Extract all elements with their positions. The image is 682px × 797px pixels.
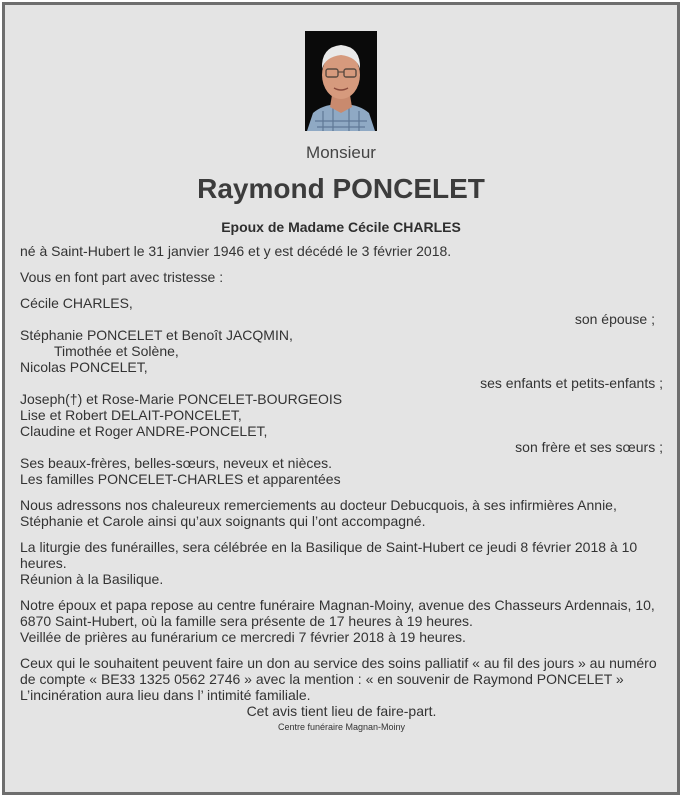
closing-text: Cet avis tient lieu de faire-part.	[246, 703, 437, 719]
donation-text: Ceux qui le souhaitent peuvent faire un don au service des soins palliatif « au fil des jours » au numéro de compte « BE33 1325 0562 2746 » avec la mention : « en souvenir de Raymond PONCELET »	[20, 655, 657, 687]
rest-text: Notre époux et papa repose au centre funéraire Magnan-Moiny, avenue des Chasseurs Ardennais, 10, 6870 Saint-Hubert, où la famille sera présente de 17 heures à 19 heures.	[20, 597, 655, 629]
family-spouse-name: Cécile CHARLES,	[20, 295, 133, 311]
portrait-photo	[305, 31, 377, 131]
intro-text: Vous en font part avec tristesse :	[20, 269, 224, 285]
civility-title: Monsieur	[306, 143, 376, 162]
deceased-name: Raymond PONCELET	[197, 173, 485, 204]
birth-death-text: né à Saint-Hubert le 31 janvier 1946 et y est décédé le 3 février 2018.	[20, 243, 452, 259]
obituary-frame	[2, 2, 680, 795]
family-extended-2: Les familles PONCELET-CHARLES et apparentées	[20, 471, 341, 487]
liturgy-text: La liturgie des funérailles, sera célébrée en la Basilique de Saint-Hubert ce jeudi 8 février 2018 à 10 heures.	[20, 539, 638, 571]
family-children-2: Nicolas PONCELET,	[20, 359, 148, 375]
meeting-text: Réunion à la Basilique.	[20, 571, 164, 587]
spouse-line: Epoux de Madame Cécile CHARLES	[221, 219, 461, 235]
notice-body	[20, 243, 663, 735]
obituary-content	[5, 5, 677, 792]
family-grandchildren: Timothée et Solène,	[54, 343, 179, 359]
family-sibling-2: Lise et Robert DELAIT-PONCELET,	[20, 407, 242, 423]
family-extended-1: Ses beaux-frères, belles-sœurs, neveux et nièces.	[20, 455, 333, 471]
vigil-text: Veillée de prières au funérarium ce mercredi 7 février 2018 à 19 heures.	[20, 629, 466, 645]
family-spouse-role: son épouse ;	[574, 311, 655, 327]
family-children-role: ses enfants et petits-enfants ;	[480, 375, 663, 391]
family-sibling-1: Joseph(†) et Rose-Marie PONCELET-BOURGEOIS	[20, 391, 343, 407]
family-siblings-role: son frère et ses sœurs ;	[515, 439, 663, 455]
family-sibling-3: Claudine et Roger ANDRE-PONCELET,	[20, 423, 268, 439]
funeral-home-footer: Centre funéraire Magnan-Moiny	[277, 722, 406, 732]
cremation-text: L’incinération aura lieu dans l’ intimité familiale.	[20, 687, 311, 703]
thanks-text: Nous adressons nos chaleureux remerciements au docteur Debucquois, à ses infirmières Annie, Stéphanie et Carole ainsi qu’aux soignants qui l’ont accompagné.	[20, 497, 617, 529]
family-children-1: Stéphanie PONCELET et Benoît JACQMIN,	[20, 327, 293, 343]
